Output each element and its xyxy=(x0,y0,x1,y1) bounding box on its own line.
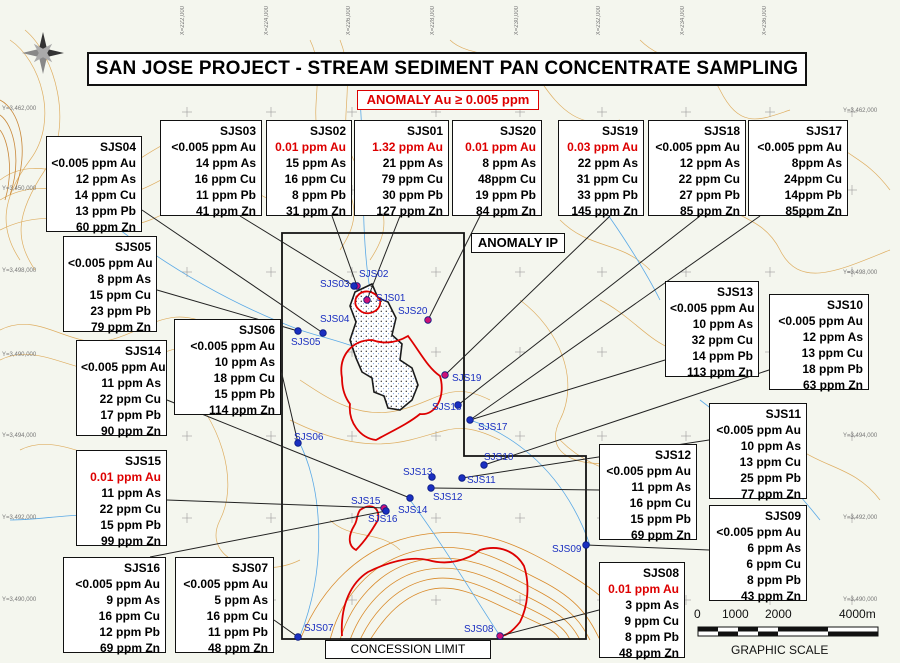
sample-cu-value: 16 ppm Cu xyxy=(284,172,346,186)
point-label-sjs17: SJS17 xyxy=(478,422,508,433)
sample-id-value: SJS03 xyxy=(219,124,256,138)
easting-label: X=234,000 xyxy=(680,6,686,36)
sample-id-value: SJS09 xyxy=(764,509,801,523)
sample-id-value: SJS18 xyxy=(703,124,740,138)
sample-id-value: SJS13 xyxy=(716,285,753,299)
point-label-sjs14: SJS14 xyxy=(398,505,428,516)
sample-pb-value: 15 ppm Pb xyxy=(100,518,161,532)
sample-zn-value: 79 ppm Zn xyxy=(90,320,151,334)
sample-zn-value: 69 ppm Zn xyxy=(630,528,691,542)
sample-pb-value: 27 ppm Pb xyxy=(679,188,740,202)
sample-id-value: SJS19 xyxy=(601,124,638,138)
sample-au-value: 0.01 ppm Au xyxy=(90,470,161,484)
easting-label: X=226,000 xyxy=(346,6,352,36)
sample-box-sjs06 xyxy=(174,319,281,415)
sample-cu-value: 31 ppm Cu xyxy=(576,172,638,186)
point-label-sjs05: SJS05 xyxy=(291,337,321,348)
sample-box-sjs12 xyxy=(599,444,697,540)
sample-cu-value: 32 ppm Cu xyxy=(691,333,753,347)
sample-as-value: 12 ppm As xyxy=(802,330,863,344)
point-label-sjs01: SJS01 xyxy=(376,293,406,304)
sample-cu-value: 48ppm Cu xyxy=(477,172,536,186)
sample-point-sjs05 xyxy=(295,328,302,335)
point-label-sjs10: SJS10 xyxy=(484,452,514,463)
sample-box-sjs02 xyxy=(266,120,352,216)
sample-id-value: SJS14 xyxy=(124,344,161,358)
sample-au-value: <0.005 ppm Au xyxy=(778,314,863,328)
sample-cu-value: 6 ppm Cu xyxy=(746,557,801,571)
sample-box-sjs08 xyxy=(599,562,685,658)
point-label-sjs04: SJS04 xyxy=(320,314,350,325)
sample-as-value: 15 ppm As xyxy=(285,156,346,170)
northing-label-right: Y=3,494,000 xyxy=(843,433,878,439)
sample-as-value: 10 ppm As xyxy=(740,439,801,453)
sample-zn-value: 43 ppm Zn xyxy=(740,589,801,603)
ip-anomaly-label: ANOMALY IP xyxy=(471,233,565,253)
sample-zn-value: 85 ppm Zn xyxy=(679,204,740,218)
sample-au-value: <0.005 ppm Au xyxy=(68,256,153,270)
sample-cu-value: 79 ppm Cu xyxy=(381,172,443,186)
sample-box-sjs15 xyxy=(76,450,167,546)
northing-label-right: Y=3,492,000 xyxy=(843,515,878,521)
easting-label: X=222,000 xyxy=(180,6,186,36)
sample-zn-value: 113 ppm Zn xyxy=(686,365,753,379)
point-label-sjs18: SJS18 xyxy=(432,402,462,413)
sample-au-value: 0.01 ppm Au xyxy=(465,140,536,154)
sample-id-value: SJS10 xyxy=(826,298,863,312)
point-label-sjs07: SJS07 xyxy=(304,623,334,634)
sample-cu-value: 9 ppm Cu xyxy=(624,614,679,628)
sample-pb-value: 11 ppm Pb xyxy=(195,188,256,202)
sample-pb-value: 17 ppm Pb xyxy=(100,408,161,422)
sample-pb-value: 33 ppm Pb xyxy=(577,188,638,202)
sample-cu-value: 16 ppm Cu xyxy=(194,172,256,186)
sample-pb-value: 13 ppm Pb xyxy=(75,204,136,218)
sample-as-value: 9 ppm As xyxy=(106,593,160,607)
sample-au-value: 1.32 ppm Au xyxy=(372,140,443,154)
sample-box-sjs01 xyxy=(354,120,449,216)
sample-zn-value: 99 ppm Zn xyxy=(100,534,161,548)
sample-box-sjs18 xyxy=(648,120,746,216)
sample-pb-value: 8 ppm Pb xyxy=(624,630,679,644)
sample-pb-value: 11 ppm Pb xyxy=(207,625,268,639)
point-label-sjs15: SJS15 xyxy=(351,496,381,507)
sample-as-value: 8 ppm As xyxy=(97,272,151,286)
sample-id-value: SJS16 xyxy=(123,561,160,575)
sample-au-value: <0.005 ppm Au xyxy=(190,339,275,353)
sample-point-sjs08 xyxy=(497,633,504,640)
sample-au-value: <0.005 ppm Au xyxy=(171,140,256,154)
sample-cu-value: 16 ppm Cu xyxy=(98,609,160,623)
sample-box-sjs04 xyxy=(46,136,142,232)
sample-zn-value: 114 ppm Zn xyxy=(208,403,275,417)
northing-label-right: Y=3,462,000 xyxy=(843,108,878,114)
sample-cu-value: 13 ppm Cu xyxy=(801,346,863,360)
sample-box-sjs19 xyxy=(558,120,644,216)
easting-label: X=228,000 xyxy=(430,6,436,36)
sample-as-value: 8ppm As xyxy=(791,156,842,170)
sample-cu-value: 24ppm Cu xyxy=(783,172,842,186)
sample-zn-value: 85ppm Zn xyxy=(785,204,842,218)
sample-cu-value: 16 ppm Cu xyxy=(629,496,691,510)
sample-au-value: <0.005 ppm Au xyxy=(51,156,136,170)
scale-caption: GRAPHIC SCALE xyxy=(731,643,829,657)
sample-box-sjs17 xyxy=(748,120,848,216)
point-label-sjs19: SJS19 xyxy=(452,373,482,384)
sample-au-value: 0.01 ppm Au xyxy=(275,140,346,154)
sample-as-value: 3 ppm As xyxy=(625,598,679,612)
sample-zn-value: 145 ppm Zn xyxy=(571,204,638,218)
sample-pb-value: 14 ppm Pb xyxy=(692,349,753,363)
sample-pb-value: 15 ppm Pb xyxy=(214,387,275,401)
sample-zn-value: 48 ppm Zn xyxy=(618,646,679,660)
sample-point-sjs03 xyxy=(351,283,358,290)
sample-pb-value: 23 ppm Pb xyxy=(90,304,151,318)
sample-point-sjs12 xyxy=(428,485,435,492)
sample-point-sjs20 xyxy=(425,317,432,324)
sample-cu-value: 13 ppm Cu xyxy=(739,455,801,469)
sample-as-value: 12 ppm As xyxy=(679,156,740,170)
sample-id-value: SJS06 xyxy=(238,323,275,337)
northing-label-left: Y=3,498,000 xyxy=(2,268,37,274)
sample-as-value: 22 ppm As xyxy=(577,156,638,170)
sample-id-value: SJS05 xyxy=(114,240,151,254)
sample-id-value: SJS11 xyxy=(765,407,801,421)
northing-label-right: Y=3,490,000 xyxy=(843,597,878,603)
sample-cu-value: 18 ppm Cu xyxy=(213,371,275,385)
sample-pb-value: 18 ppm Pb xyxy=(802,362,863,376)
sample-pb-value: 19 ppm Pb xyxy=(475,188,536,202)
map-title: SAN JOSE PROJECT - STREAM SEDIMENT PAN CONCENTRATE SAMPLING xyxy=(87,52,807,86)
sample-pb-value: 12 ppm Pb xyxy=(99,625,160,639)
northing-label-left: Y=3,492,000 xyxy=(2,515,37,521)
sample-box-sjs16 xyxy=(63,557,166,653)
sample-zn-value: 63 ppm Zn xyxy=(802,378,863,392)
sample-au-value: <0.005 ppm Au xyxy=(75,577,160,591)
sample-zn-value: 77 ppm Zn xyxy=(740,487,801,501)
northing-label-right: Y=3,498,000 xyxy=(843,270,878,276)
sample-cu-value: 22 ppm Cu xyxy=(99,392,161,406)
sample-zn-value: 60 ppm Zn xyxy=(75,220,136,234)
sample-au-value: <0.005 ppm Au xyxy=(716,525,801,539)
sample-as-value: 11 ppm As xyxy=(631,480,691,494)
scale-tick-4000: 4000m xyxy=(839,607,876,621)
northing-label-left: Y=3,462,000 xyxy=(2,106,37,112)
point-label-sjs09: SJS09 xyxy=(552,544,582,555)
scale-tick-1000: 1000 xyxy=(722,607,749,621)
sample-pb-value: 14ppm Pb xyxy=(784,188,842,202)
sample-pb-value: 15 ppm Pb xyxy=(630,512,691,526)
sample-cu-value: 14 ppm Cu xyxy=(74,188,136,202)
northing-label-left: Y=3,490,000 xyxy=(2,597,37,603)
sample-as-value: 8 ppm As xyxy=(482,156,536,170)
sample-as-value: 21 ppm As xyxy=(382,156,443,170)
sample-id-value: SJS17 xyxy=(805,124,842,138)
sample-as-value: 10 ppm As xyxy=(214,355,275,369)
sample-zn-value: 127 ppm Zn xyxy=(376,204,443,218)
sample-point-sjs09 xyxy=(583,542,590,549)
point-label-sjs13: SJS13 xyxy=(403,467,433,478)
point-label-sjs08: SJS08 xyxy=(464,624,494,635)
sample-id-value: SJS02 xyxy=(309,124,346,138)
sample-au-value: <0.005 ppm Au xyxy=(606,464,691,478)
sample-box-sjs03 xyxy=(160,120,262,216)
au-anomaly-legend: ANOMALY Au ≥ 0.005 ppm xyxy=(357,90,539,110)
sample-au-value: <0.005 ppm Au xyxy=(183,577,268,591)
sample-as-value: 14 ppm As xyxy=(195,156,256,170)
point-label-sjs12: SJS12 xyxy=(433,492,463,503)
easting-label: X=232,000 xyxy=(596,6,602,36)
scale-tick-2000: 2000 xyxy=(765,607,792,621)
point-label-sjs06: SJS06 xyxy=(294,432,324,443)
north-arrow-compass-icon xyxy=(20,30,66,76)
easting-label: X=224,000 xyxy=(264,6,270,36)
sample-point-sjs01 xyxy=(364,297,371,304)
point-label-sjs16: SJS16 xyxy=(368,514,398,525)
northing-label-left: Y=3,490,000 xyxy=(2,352,37,358)
easting-label: X=230,000 xyxy=(514,6,520,36)
sample-cu-value: 22 ppm Cu xyxy=(99,502,161,516)
sample-box-sjs11 xyxy=(709,403,807,499)
sample-zn-value: 90 ppm Zn xyxy=(100,424,161,438)
sample-au-value: <0.005 ppm Au xyxy=(716,423,801,437)
sample-box-sjs07 xyxy=(175,557,274,653)
sample-as-value: 5 ppm As xyxy=(214,593,268,607)
sample-box-sjs05 xyxy=(63,236,157,332)
sample-au-value: <0.005 ppm Au xyxy=(757,140,842,154)
northing-label-left: Y=3,494,000 xyxy=(2,433,37,439)
sample-box-sjs09 xyxy=(709,505,807,601)
sample-zn-value: 69 ppm Zn xyxy=(99,641,160,655)
sample-box-sjs14 xyxy=(76,340,167,436)
sample-id-value: SJS08 xyxy=(642,566,679,580)
sample-au-value: <0.005 ppm Au xyxy=(670,301,755,315)
sample-zn-value: 31 ppm Zn xyxy=(285,204,346,218)
sample-as-value: 10 ppm As xyxy=(692,317,753,331)
sample-point-sjs17 xyxy=(467,417,474,424)
sample-au-value: <0.005 ppm Au xyxy=(81,360,166,374)
sample-point-sjs11 xyxy=(459,475,466,482)
easting-label: X=236,000 xyxy=(762,6,768,36)
sample-box-sjs10 xyxy=(769,294,869,390)
sample-as-value: 12 ppm As xyxy=(75,172,136,186)
sample-as-value: 11 ppm As xyxy=(101,376,161,390)
northing-label-left: Y=3,450,000 xyxy=(2,186,37,192)
sample-id-value: SJS07 xyxy=(231,561,268,575)
sample-box-sjs13 xyxy=(665,281,759,377)
sample-au-value: 0.01 ppm Au xyxy=(608,582,679,596)
sample-pb-value: 8 ppm Pb xyxy=(291,188,346,202)
sample-point-sjs14 xyxy=(407,495,414,502)
sample-id-value: SJS04 xyxy=(99,140,136,154)
sample-zn-value: 41 ppm Zn xyxy=(195,204,256,218)
sample-cu-value: 15 ppm Cu xyxy=(89,288,151,302)
graphic-scale-bar xyxy=(698,627,878,636)
point-label-sjs02: SJS02 xyxy=(359,269,389,280)
scale-tick-0: 0 xyxy=(694,607,701,621)
sample-point-sjs07 xyxy=(295,634,302,641)
sample-cu-value: 16 ppm Cu xyxy=(206,609,268,623)
sample-zn-value: 48 ppm Zn xyxy=(207,641,268,655)
sample-point-sjs04 xyxy=(320,330,327,337)
sample-point-sjs19 xyxy=(442,372,449,379)
sample-as-value: 11 ppm As xyxy=(101,486,161,500)
sample-au-value: 0.03 ppm Au xyxy=(567,140,638,154)
sample-pb-value: 25 ppm Pb xyxy=(740,471,801,485)
sample-box-sjs20 xyxy=(452,120,542,216)
sample-id-value: SJS15 xyxy=(124,454,161,468)
sample-pb-value: 8 ppm Pb xyxy=(746,573,801,587)
sample-id-value: SJS01 xyxy=(406,124,443,138)
point-label-sjs20: SJS20 xyxy=(398,306,428,317)
point-label-sjs11: SJS11 xyxy=(467,475,496,486)
sample-pb-value: 30 ppm Pb xyxy=(382,188,443,202)
sample-cu-value: 22 ppm Cu xyxy=(678,172,740,186)
sample-zn-value: 84 ppm Zn xyxy=(475,204,536,218)
sample-au-value: <0.005 ppm Au xyxy=(655,140,740,154)
sample-id-value: SJS12 xyxy=(654,448,691,462)
concession-limit-label: CONCESSION LIMIT xyxy=(325,640,491,659)
sample-id-value: SJS20 xyxy=(499,124,536,138)
sample-as-value: 6 ppm As xyxy=(747,541,801,555)
point-label-sjs03: SJS03 xyxy=(320,279,350,290)
